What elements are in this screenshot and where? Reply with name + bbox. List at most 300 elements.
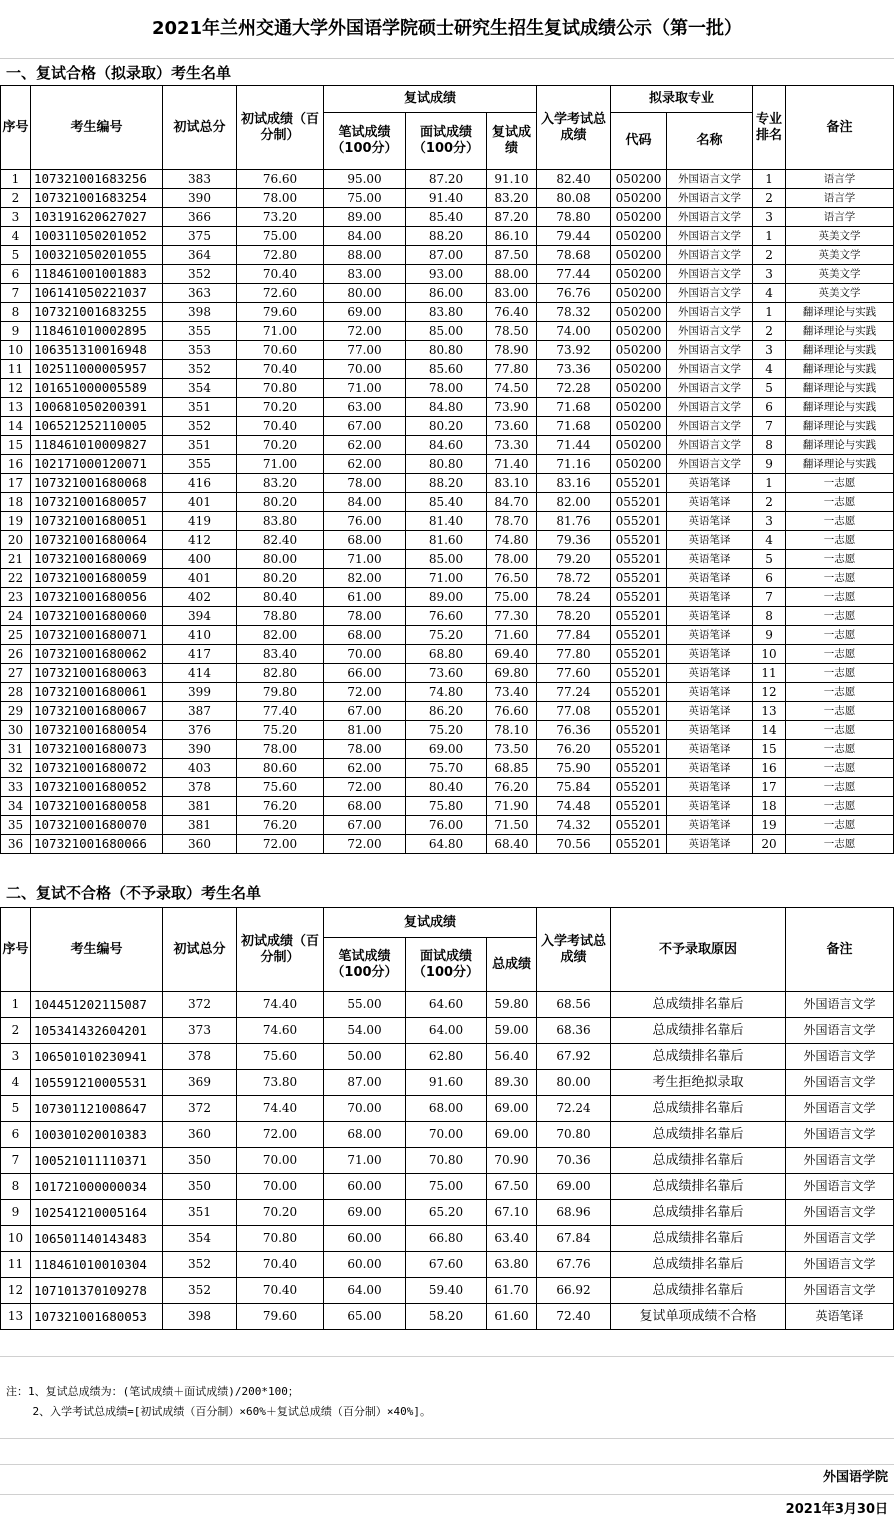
table-row xyxy=(1,379,894,398)
note-1: 注：1、复试总成绩为：(笔试成绩＋面试成绩)/200*100； xyxy=(6,1385,299,1398)
cell-prelim-pct: 75.60 xyxy=(237,778,324,797)
cell-retest-score: 84.70 xyxy=(487,493,537,512)
cell-major-code: 050200 xyxy=(611,322,667,341)
header-major: 拟录取专业 xyxy=(611,86,753,113)
cell-major-name: 英语笔译 xyxy=(667,645,753,664)
header2-written: 笔试成绩（100分） xyxy=(324,938,406,992)
cell-retest-score: 68.85 xyxy=(487,759,537,778)
cell-rank: 11 xyxy=(753,664,786,683)
cell-major-code: 050200 xyxy=(611,246,667,265)
cell-admit-total: 73.92 xyxy=(537,341,611,360)
cell-retest-score: 76.20 xyxy=(487,778,537,797)
cell-written: 66.00 xyxy=(324,664,406,683)
cell-prelim-total: 378 xyxy=(163,1044,237,1070)
cell-remark: 翻译理论与实践 xyxy=(786,379,894,398)
cell-interview: 80.20 xyxy=(406,417,487,436)
header-retest-score: 复试成绩 xyxy=(487,113,537,170)
cell-retest-score: 71.60 xyxy=(487,626,537,645)
cell-admit-total: 81.76 xyxy=(537,512,611,531)
cell-rank: 5 xyxy=(753,379,786,398)
cell-prelim-total: 417 xyxy=(163,645,237,664)
cell-candidate-id: 107321001680056 xyxy=(31,588,163,607)
cell-major-name: 外国语言文学 xyxy=(667,303,753,322)
table-row xyxy=(1,227,894,246)
cell-interview: 59.40 xyxy=(406,1278,487,1304)
cell-candidate-id: 107321001680053 xyxy=(31,1304,163,1330)
table-row xyxy=(1,702,894,721)
cell-prelim-pct: 82.40 xyxy=(237,531,324,550)
cell-interview: 69.00 xyxy=(406,740,487,759)
cell-candidate-id: 107321001680058 xyxy=(31,797,163,816)
cell-remark: 外国语言文学 xyxy=(786,1278,894,1304)
cell-written: 81.00 xyxy=(324,721,406,740)
cell-seq: 12 xyxy=(1,1278,31,1304)
cell-candidate-id: 107321001680069 xyxy=(31,550,163,569)
cell-written: 68.00 xyxy=(324,531,406,550)
cell-seq: 25 xyxy=(1,626,31,645)
cell-remark: 一志愿 xyxy=(786,512,894,531)
table-row xyxy=(1,1278,894,1304)
cell-reason: 总成绩排名靠后 xyxy=(611,1200,786,1226)
cell-major-name: 外国语言文学 xyxy=(667,284,753,303)
cell-candidate-id: 106501140143483 xyxy=(31,1226,163,1252)
cell-major-code: 050200 xyxy=(611,398,667,417)
cell-seq: 2 xyxy=(1,189,31,208)
cell-written: 75.00 xyxy=(324,189,406,208)
cell-reason: 总成绩排名靠后 xyxy=(611,1226,786,1252)
cell-remark: 外国语言文学 xyxy=(786,1252,894,1278)
cell-written: 72.00 xyxy=(324,683,406,702)
cell-prelim-pct: 71.00 xyxy=(237,322,324,341)
cell-interview: 66.80 xyxy=(406,1226,487,1252)
cell-retest-score: 78.50 xyxy=(487,322,537,341)
cell-admit-total: 66.92 xyxy=(537,1278,611,1304)
header-prelim-total: 初试总分 xyxy=(163,86,237,170)
cell-remark: 一志愿 xyxy=(786,493,894,512)
cell-major-code: 055201 xyxy=(611,721,667,740)
cell-major-code: 050200 xyxy=(611,436,667,455)
cell-candidate-id: 118461001001883 xyxy=(31,265,163,284)
cell-seq: 35 xyxy=(1,816,31,835)
cell-remark: 一志愿 xyxy=(786,721,894,740)
cell-written: 82.00 xyxy=(324,569,406,588)
cell-major-code: 055201 xyxy=(611,835,667,854)
cell-major-code: 055201 xyxy=(611,531,667,550)
cell-admit-total: 70.36 xyxy=(537,1148,611,1174)
cell-retest-score: 77.80 xyxy=(487,360,537,379)
cell-prelim-pct: 70.60 xyxy=(237,341,324,360)
cell-major-code: 055201 xyxy=(611,816,667,835)
cell-admit-total: 82.40 xyxy=(537,170,611,189)
cell-admit-total: 77.08 xyxy=(537,702,611,721)
table-row xyxy=(1,531,894,550)
cell-prelim-pct: 83.80 xyxy=(237,512,324,531)
cell-major-name: 外国语言文学 xyxy=(667,379,753,398)
cell-written: 88.00 xyxy=(324,246,406,265)
table-row xyxy=(1,588,894,607)
cell-written: 62.00 xyxy=(324,436,406,455)
header2-candidate-id: 考生编号 xyxy=(31,908,163,992)
cell-prelim-pct: 80.20 xyxy=(237,569,324,588)
cell-prelim-pct: 70.20 xyxy=(237,1200,324,1226)
cell-seq: 19 xyxy=(1,512,31,531)
cell-major-name: 英语笔译 xyxy=(667,512,753,531)
cell-retest-score: 78.10 xyxy=(487,721,537,740)
cell-major-code: 055201 xyxy=(611,550,667,569)
cell-candidate-id: 103191620627027 xyxy=(31,208,163,227)
cell-remark: 外国语言文学 xyxy=(786,1096,894,1122)
cell-rank: 3 xyxy=(753,512,786,531)
table-row xyxy=(1,683,894,702)
cell-prelim-pct: 74.40 xyxy=(237,1096,324,1122)
cell-interview: 83.80 xyxy=(406,303,487,322)
cell-prelim-total: 402 xyxy=(163,588,237,607)
table-row xyxy=(1,664,894,683)
cell-rank: 16 xyxy=(753,759,786,778)
cell-total: 67.50 xyxy=(487,1174,537,1200)
cell-remark: 一志愿 xyxy=(786,607,894,626)
cell-retest-score: 73.60 xyxy=(487,417,537,436)
cell-interview: 75.20 xyxy=(406,626,487,645)
cell-remark: 翻译理论与实践 xyxy=(786,341,894,360)
cell-interview: 91.40 xyxy=(406,189,487,208)
cell-interview: 88.20 xyxy=(406,227,487,246)
cell-rank: 13 xyxy=(753,702,786,721)
cell-candidate-id: 107321001680073 xyxy=(31,740,163,759)
cell-rank: 7 xyxy=(753,417,786,436)
cell-admit-total: 75.84 xyxy=(537,778,611,797)
cell-major-code: 055201 xyxy=(611,645,667,664)
cell-admit-total: 67.76 xyxy=(537,1252,611,1278)
table-row xyxy=(1,550,894,569)
cell-interview: 64.00 xyxy=(406,1018,487,1044)
cell-remark: 翻译理论与实践 xyxy=(786,303,894,322)
cell-major-code: 055201 xyxy=(611,664,667,683)
cell-interview: 76.60 xyxy=(406,607,487,626)
header-seq: 序号 xyxy=(1,86,31,170)
cell-admit-total: 74.32 xyxy=(537,816,611,835)
cell-seq: 4 xyxy=(1,1070,31,1096)
cell-prelim-total: 390 xyxy=(163,740,237,759)
cell-candidate-id: 107321001680061 xyxy=(31,683,163,702)
cell-retest-score: 91.10 xyxy=(487,170,537,189)
cell-admit-total: 78.68 xyxy=(537,246,611,265)
cell-prelim-pct: 77.40 xyxy=(237,702,324,721)
cell-remark: 一志愿 xyxy=(786,816,894,835)
cell-prelim-pct: 82.80 xyxy=(237,664,324,683)
cell-candidate-id: 102511000005957 xyxy=(31,360,163,379)
table-row xyxy=(1,1018,894,1044)
cell-written: 76.00 xyxy=(324,512,406,531)
cell-prelim-pct: 83.40 xyxy=(237,645,324,664)
header-admit-total: 入学考试总成绩 xyxy=(537,86,611,170)
cell-candidate-id: 107321001680072 xyxy=(31,759,163,778)
cell-prelim-pct: 70.00 xyxy=(237,1174,324,1200)
cell-major-name: 外国语言文学 xyxy=(667,189,753,208)
cell-prelim-pct: 70.40 xyxy=(237,417,324,436)
cell-major-name: 英语笔译 xyxy=(667,626,753,645)
cell-rank: 2 xyxy=(753,322,786,341)
header-candidate-id: 考生编号 xyxy=(31,86,163,170)
cell-prelim-pct: 70.80 xyxy=(237,1226,324,1252)
cell-interview: 67.60 xyxy=(406,1252,487,1278)
cell-major-code: 050200 xyxy=(611,170,667,189)
header2-prelim-total: 初试总分 xyxy=(163,908,237,992)
cell-admit-total: 77.60 xyxy=(537,664,611,683)
note-2: 2、入学考试总成绩=[初试成绩（百分制）×60%＋复试总成绩（百分制）×40%]。 xyxy=(6,1405,431,1418)
cell-retest-score: 73.40 xyxy=(487,683,537,702)
cell-admit-total: 72.28 xyxy=(537,379,611,398)
cell-rank: 3 xyxy=(753,208,786,227)
table-row xyxy=(1,835,894,854)
cell-major-name: 外国语言文学 xyxy=(667,417,753,436)
cell-written: 69.00 xyxy=(324,303,406,322)
cell-major-name: 英语笔译 xyxy=(667,607,753,626)
table-row xyxy=(1,512,894,531)
cell-admit-total: 77.24 xyxy=(537,683,611,702)
cell-seq: 17 xyxy=(1,474,31,493)
cell-prelim-total: 401 xyxy=(163,493,237,512)
cell-major-name: 外国语言文学 xyxy=(667,341,753,360)
cell-prelim-total: 372 xyxy=(163,1096,237,1122)
cell-retest-score: 87.50 xyxy=(487,246,537,265)
cell-major-name: 英语笔译 xyxy=(667,588,753,607)
cell-total: 61.60 xyxy=(487,1304,537,1330)
cell-written: 78.00 xyxy=(324,474,406,493)
cell-remark: 一志愿 xyxy=(786,740,894,759)
cell-admit-total: 80.08 xyxy=(537,189,611,208)
cell-seq: 31 xyxy=(1,740,31,759)
cell-written: 64.00 xyxy=(324,1278,406,1304)
cell-prelim-total: 376 xyxy=(163,721,237,740)
cell-retest-score: 78.90 xyxy=(487,341,537,360)
cell-prelim-pct: 79.80 xyxy=(237,683,324,702)
cell-candidate-id: 107101370109278 xyxy=(31,1278,163,1304)
cell-rank: 9 xyxy=(753,455,786,474)
cell-seq: 21 xyxy=(1,550,31,569)
cell-prelim-total: 355 xyxy=(163,455,237,474)
cell-rank: 7 xyxy=(753,588,786,607)
cell-major-code: 050200 xyxy=(611,417,667,436)
cell-written: 68.00 xyxy=(324,797,406,816)
cell-retest-score: 83.00 xyxy=(487,284,537,303)
cell-major-name: 外国语言文学 xyxy=(667,436,753,455)
cell-seq: 1 xyxy=(1,992,31,1018)
cell-candidate-id: 118461010002895 xyxy=(31,322,163,341)
cell-remark: 翻译理论与实践 xyxy=(786,360,894,379)
table-row xyxy=(1,246,894,265)
table-row xyxy=(1,360,894,379)
cell-admit-total: 69.00 xyxy=(537,1174,611,1200)
cell-major-name: 外国语言文学 xyxy=(667,360,753,379)
table-row xyxy=(1,569,894,588)
cell-candidate-id: 107321001680070 xyxy=(31,816,163,835)
cell-admit-total: 75.90 xyxy=(537,759,611,778)
cell-candidate-id: 107321001680059 xyxy=(31,569,163,588)
cell-admit-total: 76.20 xyxy=(537,740,611,759)
cell-prelim-total: 355 xyxy=(163,322,237,341)
cell-admit-total: 78.80 xyxy=(537,208,611,227)
cell-prelim-total: 416 xyxy=(163,474,237,493)
cell-remark: 语言学 xyxy=(786,170,894,189)
cell-interview: 64.80 xyxy=(406,835,487,854)
cell-candidate-id: 107321001680051 xyxy=(31,512,163,531)
cell-prelim-pct: 71.00 xyxy=(237,455,324,474)
cell-candidate-id: 107321001680052 xyxy=(31,778,163,797)
cell-total: 56.40 xyxy=(487,1044,537,1070)
cell-candidate-id: 107321001680054 xyxy=(31,721,163,740)
cell-candidate-id: 107321001683254 xyxy=(31,189,163,208)
cell-major-code: 055201 xyxy=(611,702,667,721)
cell-interview: 62.80 xyxy=(406,1044,487,1070)
cell-major-name: 英语笔译 xyxy=(667,569,753,588)
cell-written: 60.00 xyxy=(324,1174,406,1200)
header-interview: 面试成绩（100分） xyxy=(406,113,487,170)
cell-interview: 84.80 xyxy=(406,398,487,417)
cell-interview: 70.80 xyxy=(406,1148,487,1174)
cell-written: 70.00 xyxy=(324,360,406,379)
cell-candidate-id: 118461010009827 xyxy=(31,436,163,455)
cell-prelim-pct: 76.20 xyxy=(237,797,324,816)
cell-seq: 15 xyxy=(1,436,31,455)
cell-seq: 1 xyxy=(1,170,31,189)
cell-prelim-total: 352 xyxy=(163,265,237,284)
header-major-code: 代码 xyxy=(611,113,667,170)
section1-title: 一、复试合格（拟录取）考生名单 xyxy=(6,64,232,82)
cell-seq: 7 xyxy=(1,1148,31,1174)
cell-prelim-total: 373 xyxy=(163,1018,237,1044)
cell-written: 72.00 xyxy=(324,835,406,854)
cell-prelim-total: 378 xyxy=(163,778,237,797)
table-row xyxy=(1,645,894,664)
header2-total: 总成绩 xyxy=(487,938,537,992)
cell-prelim-pct: 80.20 xyxy=(237,493,324,512)
table-row xyxy=(1,436,894,455)
cell-major-code: 055201 xyxy=(611,797,667,816)
header2-admit-total: 入学考试总成绩 xyxy=(537,908,611,992)
cell-prelim-total: 381 xyxy=(163,797,237,816)
cell-written: 67.00 xyxy=(324,702,406,721)
cell-remark: 外国语言文学 xyxy=(786,1174,894,1200)
cell-prelim-pct: 80.60 xyxy=(237,759,324,778)
cell-major-name: 外国语言文学 xyxy=(667,322,753,341)
cell-reason: 复试单项成绩不合格 xyxy=(611,1304,786,1330)
cell-prelim-pct: 78.00 xyxy=(237,740,324,759)
cell-reason: 总成绩排名靠后 xyxy=(611,992,786,1018)
cell-major-name: 外国语言文学 xyxy=(667,398,753,417)
cell-prelim-total: 354 xyxy=(163,1226,237,1252)
cell-prelim-pct: 70.80 xyxy=(237,379,324,398)
cell-prelim-pct: 79.60 xyxy=(237,1304,324,1330)
cell-remark: 英美文学 xyxy=(786,227,894,246)
cell-prelim-total: 390 xyxy=(163,189,237,208)
cell-seq: 23 xyxy=(1,588,31,607)
table-row xyxy=(1,626,894,645)
cell-remark: 英美文学 xyxy=(786,284,894,303)
cell-major-name: 外国语言文学 xyxy=(667,227,753,246)
cell-major-code: 055201 xyxy=(611,607,667,626)
cell-major-code: 050200 xyxy=(611,455,667,474)
cell-total: 59.80 xyxy=(487,992,537,1018)
cell-candidate-id: 100311050201052 xyxy=(31,227,163,246)
cell-prelim-total: 412 xyxy=(163,531,237,550)
cell-prelim-total: 360 xyxy=(163,1122,237,1148)
cell-prelim-total: 351 xyxy=(163,1200,237,1226)
header-rank: 专业排名 xyxy=(753,86,786,170)
cell-prelim-pct: 70.20 xyxy=(237,398,324,417)
table-row xyxy=(1,284,894,303)
cell-prelim-total: 398 xyxy=(163,1304,237,1330)
cell-admit-total: 68.56 xyxy=(537,992,611,1018)
cell-prelim-pct: 76.60 xyxy=(237,170,324,189)
cell-prelim-total: 363 xyxy=(163,284,237,303)
cell-candidate-id: 107321001683256 xyxy=(31,170,163,189)
table-row xyxy=(1,1044,894,1070)
cell-remark: 外国语言文学 xyxy=(786,1226,894,1252)
cell-remark: 一志愿 xyxy=(786,626,894,645)
cell-prelim-total: 414 xyxy=(163,664,237,683)
cell-retest-score: 76.50 xyxy=(487,569,537,588)
cell-rank: 20 xyxy=(753,835,786,854)
cell-remark: 一志愿 xyxy=(786,797,894,816)
cell-prelim-total: 419 xyxy=(163,512,237,531)
header2-prelim-pct: 初试成绩（百分制） xyxy=(237,908,324,992)
cell-prelim-pct: 82.00 xyxy=(237,626,324,645)
cell-major-code: 055201 xyxy=(611,683,667,702)
cell-rank: 3 xyxy=(753,265,786,284)
cell-written: 67.00 xyxy=(324,417,406,436)
table-row xyxy=(1,1200,894,1226)
cell-interview: 76.00 xyxy=(406,816,487,835)
cell-major-name: 外国语言文学 xyxy=(667,170,753,189)
cell-remark: 外国语言文学 xyxy=(786,1122,894,1148)
cell-seq: 8 xyxy=(1,1174,31,1200)
cell-prelim-pct: 75.60 xyxy=(237,1044,324,1070)
cell-interview: 75.00 xyxy=(406,1174,487,1200)
cell-seq: 34 xyxy=(1,797,31,816)
cell-reason: 总成绩排名靠后 xyxy=(611,1096,786,1122)
cell-major-code: 050200 xyxy=(611,208,667,227)
cell-retest-score: 73.90 xyxy=(487,398,537,417)
cell-candidate-id: 107321001683255 xyxy=(31,303,163,322)
cell-candidate-id: 106501010230941 xyxy=(31,1044,163,1070)
cell-retest-score: 69.80 xyxy=(487,664,537,683)
cell-admit-total: 76.76 xyxy=(537,284,611,303)
cell-interview: 73.60 xyxy=(406,664,487,683)
cell-prelim-total: 372 xyxy=(163,992,237,1018)
cell-major-code: 055201 xyxy=(611,740,667,759)
cell-seq: 32 xyxy=(1,759,31,778)
cell-rank: 8 xyxy=(753,436,786,455)
cell-retest-score: 73.50 xyxy=(487,740,537,759)
cell-written: 62.00 xyxy=(324,759,406,778)
cell-prelim-total: 375 xyxy=(163,227,237,246)
cell-retest-score: 69.40 xyxy=(487,645,537,664)
cell-major-name: 外国语言文学 xyxy=(667,246,753,265)
cell-admit-total: 78.72 xyxy=(537,569,611,588)
cell-written: 95.00 xyxy=(324,170,406,189)
cell-admit-total: 72.40 xyxy=(537,1304,611,1330)
cell-remark: 一志愿 xyxy=(786,778,894,797)
header-major-name: 名称 xyxy=(667,113,753,170)
cell-prelim-pct: 75.20 xyxy=(237,721,324,740)
cell-major-name: 英语笔译 xyxy=(667,778,753,797)
cell-rank: 19 xyxy=(753,816,786,835)
cell-reason: 总成绩排名靠后 xyxy=(611,1018,786,1044)
cell-remark: 一志愿 xyxy=(786,835,894,854)
cell-major-code: 055201 xyxy=(611,493,667,512)
header2-retest: 复试成绩 xyxy=(324,908,537,938)
